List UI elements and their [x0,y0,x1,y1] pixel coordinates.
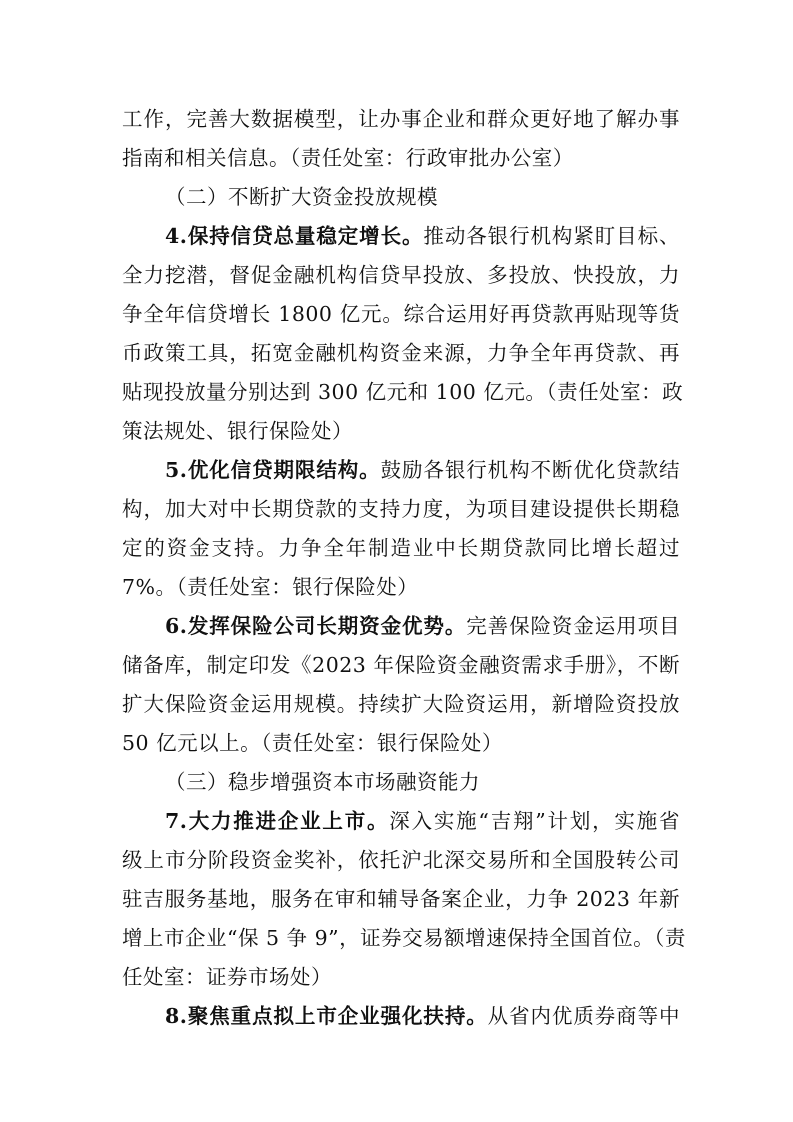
line-text: 完善保险资金运用项目 [466,614,681,638]
text-line [122,646,680,685]
line-text: 扩大保险资金运用规模。持续扩大险资运用，新增险资投放 [122,692,680,716]
line-text: （三）稳步增强资本市场融资能力 [165,770,480,794]
text-line [122,373,684,412]
line-text: 级上市分阶段资金奖补，依托沪北深交易所和全国股转公司 [122,848,680,872]
line-text: 争全年信贷增长 1800 亿元。综合运用好再贷款再贴现等货 [122,302,680,326]
line-text: 构，加大对中长期贷款的支持力度，为项目建设提供长期稳 [122,497,680,521]
line-text: （二）不断扩大资金投放规模 [165,185,438,209]
line-text: 鼓励各银行机构不断优化贷款结 [380,458,680,482]
item-heading: 5.优化信贷期限结构。 [165,458,381,482]
document-body [122,100,686,1036]
text-line [122,880,680,919]
line-text: 7%。（责任处室：银行保险处） [122,575,419,599]
text-line [122,841,680,880]
line-text: 深入实施“吉翔”计划，实施省 [389,809,680,833]
line-text: 增上市企业“保 5 争 9”，证券交易额增速保持全国首位。（责 [122,926,686,950]
text-line [122,334,680,373]
line-text: 全力挖潜，督促金融机构信贷早投放、多投放、快投放，力 [122,263,680,287]
line-text: 储备库，制定印发《2023 年保险资金融资需求手册》，不断 [122,653,680,677]
text-line [122,997,680,1036]
line-text: 推动各银行机构紧盯目标、 [423,224,680,248]
text-line [122,100,680,139]
text-line [122,529,680,568]
text-line [122,802,680,841]
line-text: 策法规处、银行保险处） [122,419,353,443]
item-heading: 8.聚焦重点拟上市企业强化扶持。 [165,1004,488,1028]
line-text: 指南和相关信息。（责任处室：行政审批办公室） [122,146,574,170]
text-line [122,958,680,997]
text-line [122,178,680,217]
text-line [122,724,680,763]
line-text: 驻吉服务基地，服务在审和辅导备案企业，力争 2023 年新 [122,887,680,911]
line-text: 任处室：证券市场处） [122,965,332,989]
text-line [122,295,680,334]
line-text: 贴现投放量分别达到 300 亿元和 100 亿元。（责任处室：政 [122,380,684,404]
text-line [122,763,680,802]
item-heading: 4.保持信贷总量稳定增长。 [165,224,424,248]
text-line [122,490,680,529]
text-line [122,451,680,490]
item-heading: 7.大力推进企业上市。 [165,809,390,833]
line-text: 工作，完善大数据模型，让办事企业和群众更好地了解办事 [122,107,680,131]
text-line [122,607,680,646]
line-text: 50 亿元以上。（责任处室：银行保险处） [122,731,503,755]
text-line [122,568,680,607]
text-line [122,256,680,295]
line-text: 定的资金支持。力争全年制造业中长期贷款同比增长超过 [122,536,680,560]
line-text: 从省内优质券商等中 [487,1004,681,1028]
text-line [122,919,686,958]
item-heading: 6.发挥保险公司长期资金优势。 [165,614,467,638]
line-text: 币政策工具，拓宽金融机构资金来源，力争全年再贷款、再 [122,341,680,365]
text-line [122,685,680,724]
text-line [122,412,680,451]
text-line [122,217,680,256]
text-line [122,139,680,178]
